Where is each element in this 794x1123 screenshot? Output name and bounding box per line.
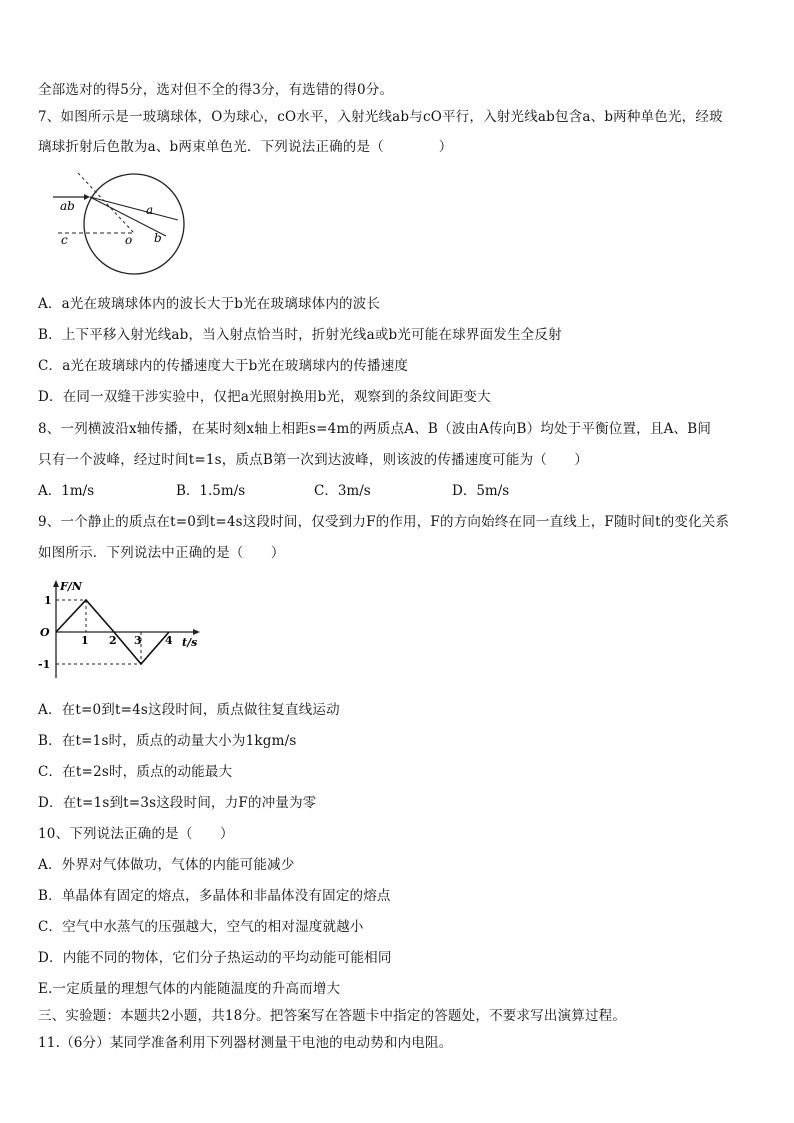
question-7-stem-line-2: 璃球折射后色散为a、b两束单色光．下列说法正确的是（ ） bbox=[38, 139, 453, 155]
x-tick-1: 1 bbox=[81, 634, 89, 647]
question-8-option-c: C．3m/s bbox=[314, 483, 371, 499]
question-9-stem-line-2: 如图所示．下列说法中正确的是（ ） bbox=[38, 545, 285, 561]
question-9-option-b: B．在t=1s时，质点的动量大小为1kgm/s bbox=[38, 733, 297, 749]
x-axis-label: t/s bbox=[182, 636, 198, 649]
y-axis-arrow-icon bbox=[53, 580, 59, 587]
question-10-option-e: E.一定质量的理想气体的内能随温度的升高而增大 bbox=[38, 981, 341, 997]
refracted-ray-a bbox=[90, 197, 178, 220]
glass-sphere-outline bbox=[84, 174, 184, 274]
question-9-option-a: A．在t=0到t=4s这段时间，质点做往复直线运动 bbox=[38, 702, 340, 718]
y-tick-1: 1 bbox=[44, 594, 52, 607]
point-label-c: c bbox=[61, 233, 68, 247]
y-tick-neg1: -1 bbox=[38, 658, 51, 671]
question-7-option-a: A．a光在玻璃球体内的波长大于b光在玻璃球体内的波长 bbox=[38, 296, 381, 312]
y-axis-label: F/N bbox=[60, 580, 82, 593]
question-7-stem-line-1: 7、如图所示是一玻璃球体，O为球心，cO水平，入射光线ab与cO平行，入射光线ab包含a、b两种单色光，经玻 bbox=[38, 109, 723, 125]
ray-label-a: a bbox=[146, 203, 154, 217]
x-tick-3: 3 bbox=[134, 634, 142, 647]
question-10-option-d: D．内能不同的物体，它们分子热运动的平均动能可能相同 bbox=[38, 950, 392, 966]
point-label-o: o bbox=[125, 233, 133, 247]
glass-sphere-figure bbox=[48, 168, 198, 283]
x-tick-2: 2 bbox=[109, 634, 117, 647]
question-9-option-d: D．在t=1s到t=3s这段时间，力F的冲量为零 bbox=[38, 795, 317, 811]
arrow-icon bbox=[84, 194, 90, 200]
origin-label: O bbox=[40, 626, 50, 639]
section-3-heading: 三、实验题：本题共2小题，共18分。把答案写在答题卡中指定的答题处，不要求写出演算过程。 bbox=[38, 1008, 627, 1024]
question-10-option-c: C．空气中水蒸气的压强越大，空气的相对湿度就越小 bbox=[38, 919, 364, 935]
ray-label-ab: ab bbox=[60, 199, 75, 213]
question-8-stem-line-2: 只有一个波峰，经过时间t=1s，质点B第一次到达波峰，则该波的传播速度可能为（ ） bbox=[38, 452, 589, 468]
question-7-option-d: D．在同一双缝干涉实验中，仅把a光照射换用b光，观察到的条纹间距变大 bbox=[38, 389, 491, 405]
x-axis-arrow-icon bbox=[193, 629, 200, 635]
question-7-option-c: C．a光在玻璃球内的传播速度大于b光在玻璃球内的传播速度 bbox=[38, 358, 409, 374]
question-9-option-c: C．在t=2s时，质点的动能最大 bbox=[38, 764, 233, 780]
question-11-stem: 11.（6分）某同学准备利用下列器材测量干电池的电动势和内电阻。 bbox=[38, 1035, 453, 1051]
question-10-option-a: A．外界对气体做功，气体的内能可能减少 bbox=[38, 857, 295, 873]
x-tick-4: 4 bbox=[165, 634, 173, 647]
question-10-stem: 10、下列说法正确的是（ ） bbox=[38, 826, 234, 842]
question-8-stem-line-1: 8、一列横波沿x轴传播，在某时刻x轴上相距s=4m的两质点A、B（波由A传向B）均处于平衡位置，且A、B间 bbox=[38, 421, 712, 437]
ray-label-b: b bbox=[154, 231, 162, 245]
question-7-option-b: B．上下平移入射光线ab，当入射点恰当时，折射光线a或b光可能在球界面发生全反射 bbox=[38, 327, 562, 343]
question-9-stem-line-1: 9、一个静止的质点在t=0到t=4s这段时间，仅受到力F的作用，F的方向始终在同一直线上，F随时间t的变化关系 bbox=[38, 514, 730, 530]
question-8-option-a: A．1m/s bbox=[38, 483, 95, 499]
question-8-option-b: B．1.5m/s bbox=[176, 483, 246, 499]
section-note: 全部选对的得5分，选对但不全的得3分，有选错的得0分。 bbox=[38, 82, 394, 98]
question-10-option-b: B．单晶体有固定的熔点，多晶体和非晶体没有固定的熔点 bbox=[38, 888, 391, 904]
question-8-option-d: D．5m/s bbox=[452, 483, 510, 499]
force-time-graph bbox=[36, 578, 206, 683]
